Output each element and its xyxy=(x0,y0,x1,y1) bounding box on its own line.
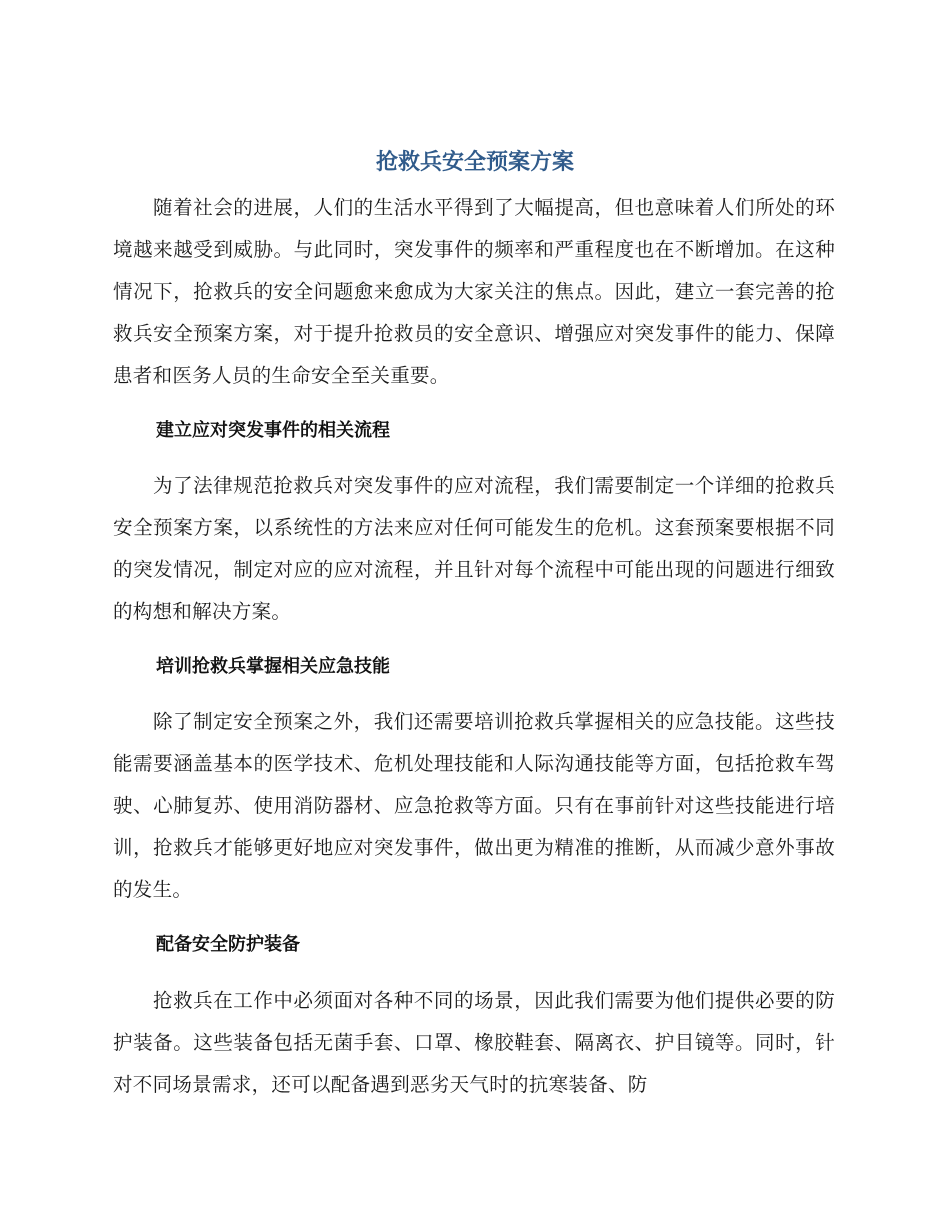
intro-paragraph: 随着社会的进展，人们的生活水平得到了大幅提高，但也意味着人们所处的环境越来越受到威胁。与此同时，突发事件的频率和严重程度也在不断增加。在这种情况下，抢救兵的安全问题愈来愈成为大家关注的焦点。因此，建立一套完善的抢救兵安全预案方案，对于提升抢救员的安全意识、增强应对突发事件的能力、保障患者和医务人员的生命安全至关重要。 xyxy=(113,196,835,387)
section-paragraph-emergency-process: 为了法律规范抢救兵对突发事件的应对流程，我们需要制定一个详细的抢救兵安全预案方案，以系统性的方法来应对任何可能发生的危机。这套预案要根据不同的突发情况，制定对应的应对流程，并且针对每个流程中可能出现的问题进行细致的构想和解决方案。 xyxy=(113,474,835,623)
section-heading-skills-training: 培训抢救兵掌握相关应急技能 xyxy=(156,656,390,677)
section-heading-protective-equipment: 配备安全防护装备 xyxy=(156,934,300,955)
section-paragraph-skills-training: 除了制定安全预案之外，我们还需要培训抢救兵掌握相关的应急技能。这些技能需要涵盖基本的医学技术、危机处理技能和人际沟通技能等方面，包括抢救车驾驶、心肺复苏、使用消防器材、应急抢救等方面。只有在事前针对这些技能进行培训，抢救兵才能够更好地应对突发事件，做出更为精准的推断，从而减少意外事故的发生。 xyxy=(113,710,835,901)
document-title: 抢救兵安全预案方案 xyxy=(375,150,574,175)
section-paragraph-protective-equipment: 抢救兵在工作中必须面对各种不同的场景，因此我们需要为他们提供必要的防护装备。这些装备包括无菌手套、口罩、橡胶鞋套、隔离衣、护目镜等。同时，针对不同场景需求，还可以配备遇到恶劣天气时的抗寒装备、防 xyxy=(113,989,835,1096)
section-heading-emergency-process: 建立应对突发事件的相关流程 xyxy=(156,420,390,441)
